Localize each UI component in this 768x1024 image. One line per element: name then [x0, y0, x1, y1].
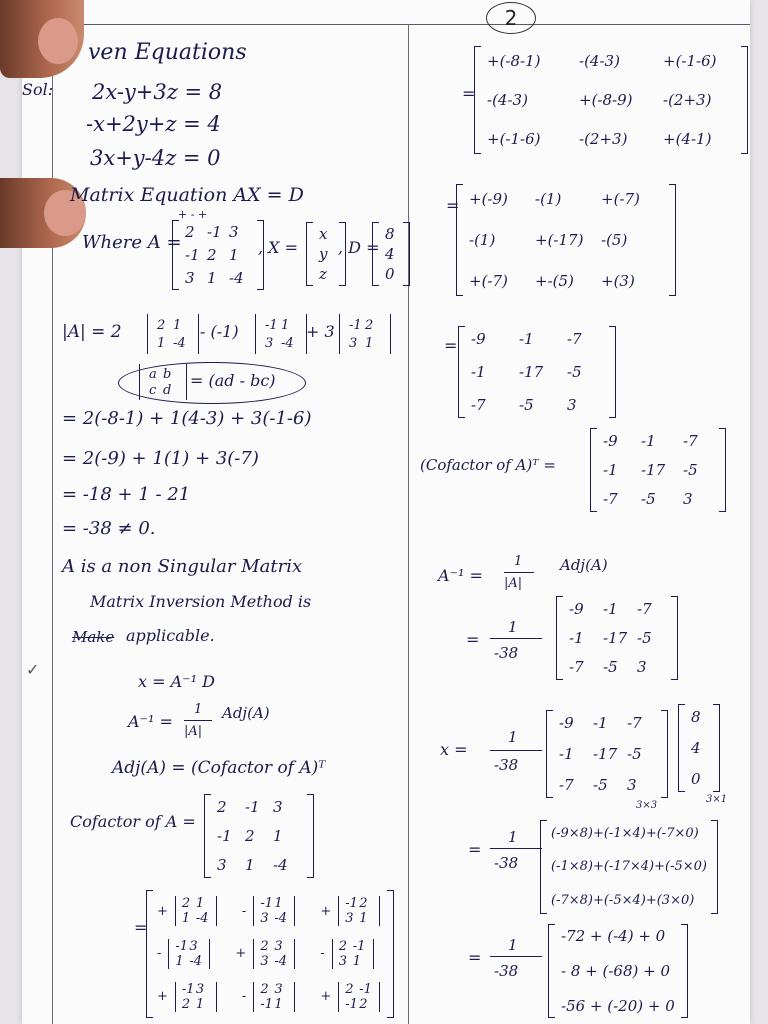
top-rule [22, 24, 750, 25]
fingernail-top [38, 18, 78, 64]
title-equations: ven Equations [88, 40, 247, 65]
matrix-sums: -72 + (-4) + 0 - 8 + (-68) + 0 -56 + (-20) + 0 [548, 924, 688, 1018]
minors-row-2: - -1 3 1 -4 + 2 3 3 -4 - 2 -1 3 1 [157, 939, 383, 969]
ainv-den: |A| [184, 724, 203, 739]
d-label: , D = [338, 238, 380, 257]
minors-eq: = [134, 918, 148, 937]
conclusion-1: A is a non Singular Matrix [62, 556, 303, 577]
r-ainv-rhs: Adj(A) [560, 556, 608, 574]
prod-frac-num: 1 [508, 828, 518, 846]
ainv-rhs: Adj(A) [222, 704, 270, 722]
det-step-2: = 2(-9) + 1(1) + 3(-7) [62, 448, 259, 469]
ainv-fraction-bar [184, 720, 212, 721]
x-lhs: x = [440, 740, 468, 759]
cof-eq: = [444, 336, 458, 355]
prod-frac-bar [490, 848, 542, 849]
matrix-equation: Matrix Equation AX = D [70, 184, 304, 206]
rule-matrix: a b c d [136, 364, 190, 400]
det-step-1: = 2(-8-1) + 1(4-3) + 3(-1-6) [62, 408, 312, 429]
matrix-products: (-9×8)+(-1×4)+(-7×0) (-1×8)+(-17×4)+(-5×0) (-7×8)+(-5×4)+(3×0) [540, 820, 718, 914]
det-mid-1: - (-1) [200, 322, 239, 341]
ainv-num: 1 [194, 702, 203, 717]
sum-frac-bar [490, 956, 542, 957]
minors-row-3: + -1 3 2 1 - 2 3 -1 1 + 2 -1 -1 2 [157, 982, 383, 1012]
transpose-label: (Cofactor of A)ᵀ = [420, 456, 556, 474]
minors-matrix [146, 890, 394, 1018]
vector-D: 8 4 0 [678, 704, 720, 792]
page-number: 2 [486, 2, 536, 34]
prod-frac-den: -38 [494, 854, 519, 872]
matrix-cofactors: -9 -1 -7 -1 -17 -5 -7 -5 3 [458, 326, 616, 418]
struck-word: Make [72, 628, 115, 646]
r-ainv-bar [504, 572, 534, 573]
inv-frac-bar [490, 638, 542, 639]
matrix-D: 8 4 0 [372, 222, 410, 286]
prod-eq: = [468, 840, 482, 859]
where-label: Where A = [82, 232, 182, 253]
dims-a: 3×3 [636, 800, 658, 811]
equation-3: 3x+y-4z = 0 [90, 146, 221, 170]
sum-frac-num: 1 [508, 936, 518, 954]
det-minor-3: -1 2 3 1 [336, 314, 394, 354]
matrix-X: x y z [306, 222, 346, 286]
conclusion-2: Matrix Inversion Method is [90, 592, 312, 611]
adj-definition: Adj(A) = (Cofactor of A)ᵀ [112, 758, 326, 778]
rule-text: = (ad - bc) [190, 371, 276, 390]
matrix-inverse: -9 -1 -7 -1 -17 -5 -7 -5 3 [556, 596, 678, 680]
column-divider [408, 24, 409, 1024]
sum-frac-den: -38 [494, 962, 519, 980]
x-equals-ainv-d: x = A⁻¹ D [138, 672, 215, 691]
conclusion-3: applicable. [126, 626, 215, 645]
det-prefix: |A| = 2 [62, 322, 122, 342]
margin-rule [52, 24, 53, 1024]
sum-eq: = [468, 948, 482, 967]
minors-row-1: + 2 1 1 -4 - -1 1 3 -4 + -1 2 3 1 [157, 896, 383, 926]
dims-b: 3×1 [706, 794, 728, 805]
cofactor-label: Cofactor of A = [70, 812, 196, 831]
r-ainv-lhs: A⁻¹ = [438, 566, 483, 585]
r-ainv-den: |A| [504, 576, 523, 591]
matrix-expanded-minors: +(-8-1) -(4-3) +(-1-6) -(4-3) +(-8-9) -(2+3) +(-1-6) -(2+3) +(4-1) [474, 46, 748, 154]
sol-label: Sol: [22, 80, 54, 99]
ainv-lhs: A⁻¹ = [128, 712, 173, 731]
margin-tick: ✓ [26, 660, 40, 679]
equation-1: 2x-y+3z = 8 [92, 80, 223, 104]
det-minor-1: 2 1 1 -4 [144, 314, 202, 354]
det-step-4: = -38 ≠ 0. [62, 518, 156, 539]
det-step-3: = -18 + 1 - 21 [62, 484, 191, 505]
det-mid-2: + 3 [306, 322, 335, 341]
inv-eq: = [466, 630, 480, 649]
equation-2: -x+2y+z = 4 [86, 112, 221, 136]
matrix-x-coeff: -9 -1 -7 -1 -17 -5 -7 -5 3 [546, 710, 668, 798]
inv-frac-num: 1 [508, 618, 518, 636]
r-ainv-num: 1 [514, 554, 523, 569]
inv-frac-den: -38 [494, 644, 519, 662]
x-frac-den: -38 [494, 756, 519, 774]
x-frac-num: 1 [508, 728, 518, 746]
signed-eq: = [446, 196, 460, 215]
x-label: , X = [258, 238, 299, 257]
matrix-A: 2 -1 3 -1 2 1 3 1 -4 [172, 220, 264, 290]
x-frac-bar [490, 750, 542, 751]
sign-pattern: + - + [178, 208, 208, 221]
det-minor-2: -1 1 3 -4 [252, 314, 310, 354]
expand-eq: = [462, 84, 476, 103]
matrix-signed-minors: +(-9) -(1) +(-7) -(1) +(-17) -(5) +(-7) +-(5) +(3) [456, 184, 676, 296]
matrix-transpose: -9 -1 -7 -1 -17 -5 -7 -5 3 [590, 428, 726, 512]
cofactor-matrix-A: 2 -1 3 -1 2 1 3 1 -4 [204, 794, 314, 878]
